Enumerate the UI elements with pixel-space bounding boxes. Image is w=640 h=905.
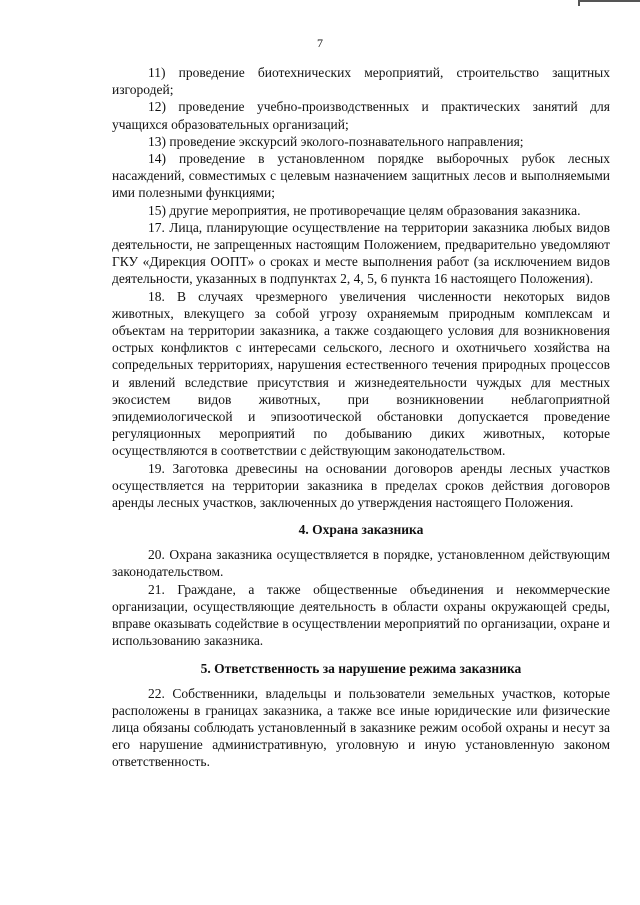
scan-corner-mark	[578, 0, 640, 6]
section-5-heading: 5. Ответственность за нарушение режима заказника	[200, 660, 522, 676]
paragraph-20: 20. Охрана заказника осуществляется в порядке, установленном действующим законодательством.	[112, 547, 610, 580]
paragraph-subitem-13: 13) проведение экскурсий эколого-познавательного направления;	[148, 133, 524, 149]
page-number: 7	[317, 36, 323, 50]
paragraph-subitem-14: 14) проведение в установленном порядке выборочных рубок лесных насаждений, совместимых с целевым назначением защитных лесов и выполняемыми ими полезными функциями;	[112, 151, 610, 201]
paragraph-17: 17. Лица, планирующие осуществление на территории заказника любых видов деятельности, не запрещенных настоящим Положением, предварительно уведомляют ГКУ «Дирекция ООПТ» о сроках и месте выполнения работ (за исключением видов деятельности, указанных в подпунктах 2, 4, 5, 6 пункта 16 настоящего Положения).	[112, 219, 610, 287]
document-body	[112, 64, 610, 771]
paragraph-18: 18. В случаях чрезмерного увеличения численности некоторых видов животных, влекущего за собой угрозу охраняемым природным комплексам и объектам на территории заказника, а также создающего условия для возникновения острых конфликтов с интересами сельского, лесного и охотничьего хозяйства на сопредельных территориях, нарушения естественного течения природных процессов и явлений вследствие присутствия и жизнедеятельности чуждых для местных экосистем видов животных, при возникновении неблагоприятной эпидемиологической и эпизоотической обстановки допускается проведение регуляционных мероприятий по добыванию диких животных, которые осуществляются в соответствии с действующим законодательством.	[112, 288, 610, 459]
paragraph-subitem-12: 12) проведение учебно-производственных и практических занятий для учащихся образовательных организаций;	[112, 99, 610, 132]
paragraph-22: 22. Собственники, владельцы и пользователи земельных участков, которые расположены в границах заказника, а также все иные юридические или физические лица обязаны соблюдать установленный в заказнике режим особой охраны и несут за его нарушение административную, уголовную и иную установленную законом ответственность.	[112, 685, 610, 770]
paragraph-subitem-11: 11) проведение биотехнических мероприятий, строительство защитных изгородей;	[112, 65, 610, 98]
paragraph-subitem-15: 15) другие мероприятия, не противоречащие целям образования заказника.	[148, 202, 581, 218]
paragraph-19: 19. Заготовка древесины на основании договоров аренды лесных участков осуществляется на территории заказника в пределах сроков действия договоров аренды лесных участков, заключенных до утверждения настоящего Положения.	[112, 460, 610, 511]
section-4-heading: 4. Охрана заказника	[298, 522, 424, 538]
paragraph-21: 21. Граждане, а также общественные объединения и некоммерческие организации, осуществляющие деятельность в области охраны окружающей среды, вправе оказывать содействие в осуществлении мероприятий по организации, охране и использованию заказника.	[112, 581, 610, 649]
